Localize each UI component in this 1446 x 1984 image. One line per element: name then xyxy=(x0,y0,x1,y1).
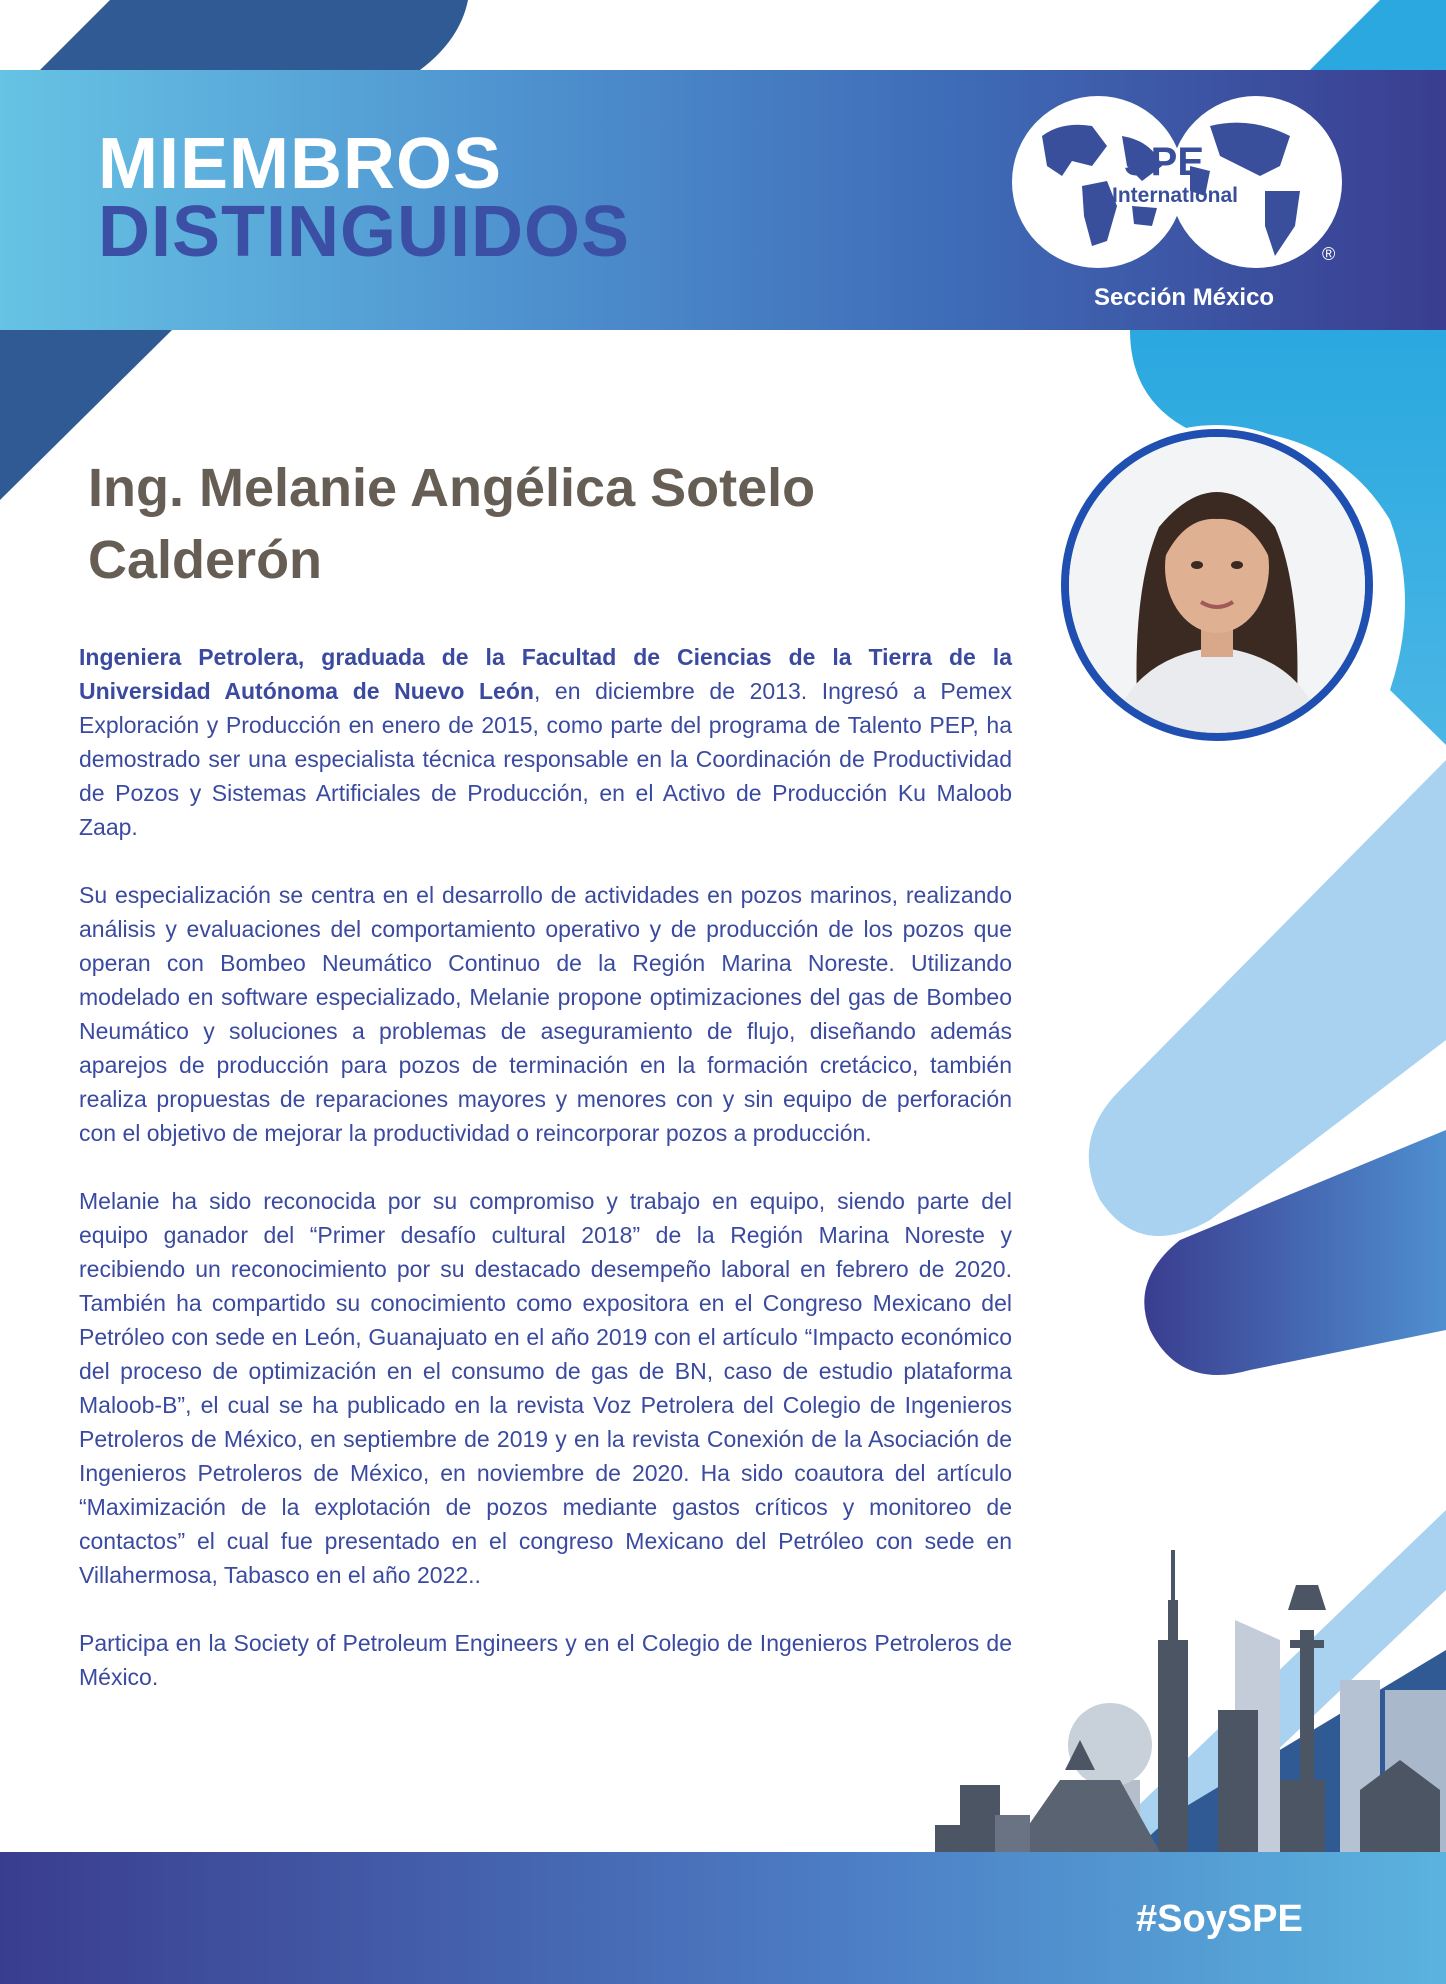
logo-section-text: Sección México xyxy=(1094,284,1275,311)
spe-logo xyxy=(1010,92,1350,322)
registered-mark: ® xyxy=(1322,244,1336,264)
member-name: Ing. Melanie Angélica Sotelo Calderón xyxy=(88,458,816,590)
title-line-1: MIEMBROS xyxy=(98,124,502,204)
logo-spe-text: SPE xyxy=(1124,140,1205,184)
bio-paragraph-2: Su especialización se centra en el desarrollo de actividades en pozos marinos, realizando análisis y evaluaciones del comportamiento operativo y de producción de los pozos que operan con Bombeo Neumático Continuo de la Región Marina Noreste. Utilizando modelado en software especializado, Melanie propone optimizaciones del gas de Bombeo Neumático y soluciones a problemas de aseguramiento de flujo, diseñando además aparejos de producción para pozos de terminación en la formación cretácico, también realiza propuestas de reparaciones mayores y menores con y sin equipo de perforación con el objetivo de mejorar la productividad o reincorporar pozos a producción. xyxy=(79,882,1012,1146)
bio-paragraph-3: Melanie ha sido reconocida por su compromiso y trabajo en equipo, siendo parte del equipo ganador del “Primer desafío cultural 2018” de la Región Marina Noreste y recibiendo un reconocimiento por su destacado desempeño laboral en febrero de 2020. También ha compartido su conocimiento como expositora en el Congreso Mexicano del Petróleo con sede en León, Guanajuato en el año 2019 con el artículo “Impacto económico del proceso de optimización en el consumo de gas de BN, caso de estudio plataforma Maloob-B”, el cual se ha publicado en la revista Voz Petrolera del Colegio de Ingenieros Petroleros de México, en septiembre de 2019 y en la revista Conexión de la Asociación de Ingenieros Petroleros de México, en noviembre de 2020. Ha sido coautora del artículo “Maximización de la explotación de pozos mediante gastos críticos y monitoreo de contactos” el cual fue presentado en el congreso Mexicano del Petróleo con sede en Villahermosa, Tabasco en el año 2022.. xyxy=(79,1188,1012,1588)
bio-highlight: Ingeniera Petrolera, graduada de la Facultad de Ciencias de la Tierra de la Universidad Autónoma de Nuevo León xyxy=(79,644,1012,704)
biography xyxy=(79,640,1012,1728)
top-right-wedge-shape xyxy=(1310,0,1446,70)
title-line-2: DISTINGUIDOS xyxy=(98,192,631,272)
top-left-tab-shape xyxy=(40,0,468,70)
hashtag: #SoySPE xyxy=(1136,1898,1303,1940)
bio-paragraph-1-text: , en diciembre de 2013. Ingresó a Pemex Exploración y Producción en enero de 2015, como parte del programa de Talento PEP, ha demostrado ser una especialista técnica responsable en la Coordinación de Productividad de Pozos y Sistemas Artificiales de Producción, en el Activo de Producción Ku Maloob Zaap. xyxy=(79,678,1012,840)
portrait-image xyxy=(1069,437,1365,733)
bio-paragraph-1 xyxy=(79,640,1012,844)
bio-paragraph-4: Participa en la Society of Petroleum Engineers y en el Colegio de Ingenieros Petroleros de México. xyxy=(79,1630,1012,1690)
logo-international-text: International xyxy=(1112,184,1239,207)
profile-photo xyxy=(1061,429,1373,741)
